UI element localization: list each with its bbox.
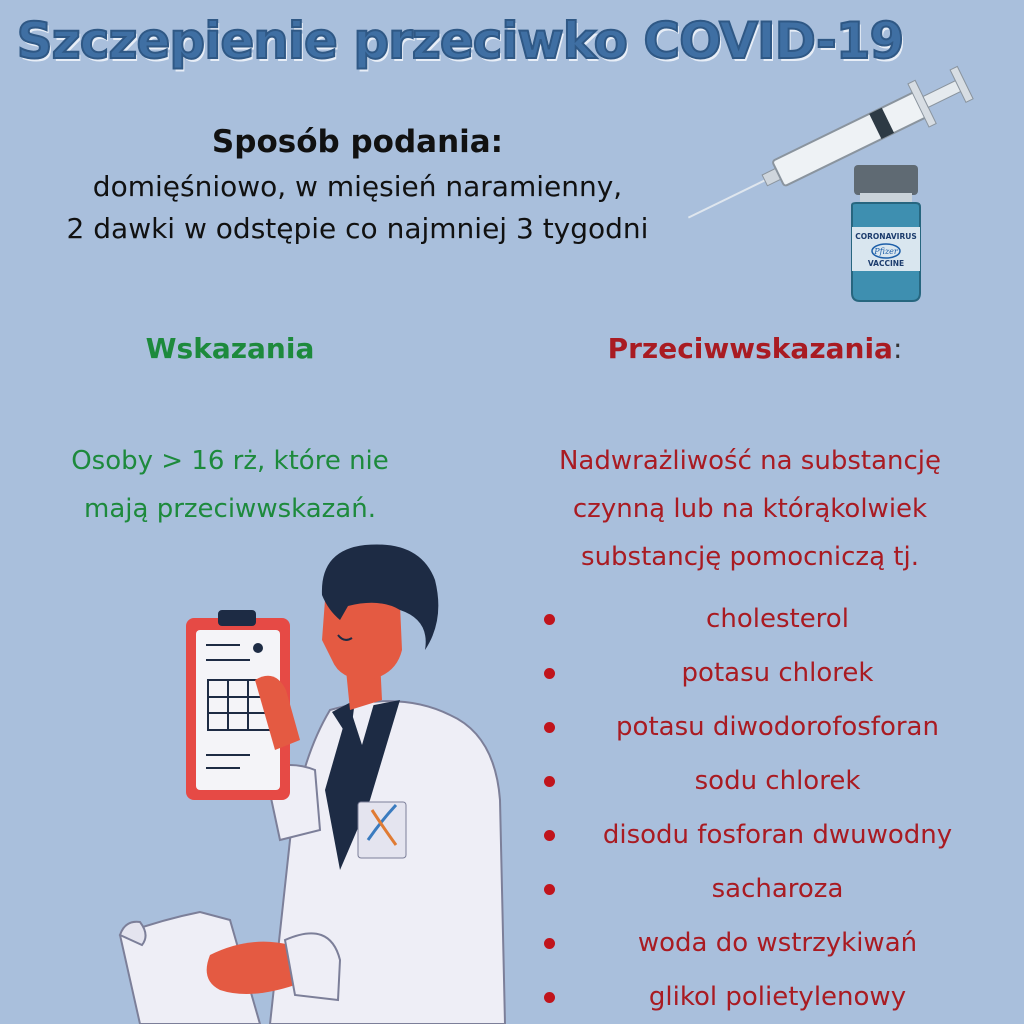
list-item xyxy=(530,700,1000,754)
doctor-illustration xyxy=(100,540,510,1024)
list-item xyxy=(530,862,1000,916)
indications-title: Wskazania xyxy=(145,332,315,365)
list-item xyxy=(530,754,1000,808)
administration-line-2: 2 dawki w odstępie co najmniej 3 tygodni xyxy=(66,212,649,245)
vial-brand-logo: Pfizer xyxy=(874,247,898,256)
contraindications-colon: : xyxy=(892,332,903,365)
bullet-icon xyxy=(544,776,555,787)
bullet-icon xyxy=(544,668,555,679)
list-item-label: potasu diwodorofosforan xyxy=(616,712,939,742)
contraindications-text xyxy=(500,437,1000,581)
syringe-illustration xyxy=(650,58,990,228)
vaccine-vial-illustration xyxy=(846,165,926,303)
list-item-label: sacharoza xyxy=(711,874,844,904)
contraindications-line: czynną lub na którąkolwiek xyxy=(572,494,928,524)
vial-label-vaccine: VACCINE xyxy=(867,259,905,268)
administration-section xyxy=(0,118,715,250)
list-item xyxy=(530,592,1000,646)
contraindications-line: substancję pomocniczą tj. xyxy=(581,542,919,572)
list-item-label: potasu chlorek xyxy=(681,658,874,688)
list-item-label: woda do wstrzykiwań xyxy=(637,928,918,958)
list-item-label: cholesterol xyxy=(706,604,849,634)
list-item-label: sodu chlorek xyxy=(694,766,861,796)
bullet-icon xyxy=(544,830,555,841)
bullet-icon xyxy=(544,884,555,895)
list-item-label: glikol polietylenowy xyxy=(648,982,907,1012)
list-item-label: disodu fosforan dwuwodny xyxy=(602,820,953,850)
indications-text xyxy=(30,437,430,533)
list-item xyxy=(530,916,1000,970)
indications-line: mają przeciwwskazań. xyxy=(84,494,376,524)
bullet-icon xyxy=(544,722,555,733)
administration-heading: Sposób podania: xyxy=(211,124,504,160)
administration-line-1: domięśniowo, w mięsień naramienny, xyxy=(92,170,623,203)
contraindications-title: Przeciwwskazania xyxy=(607,332,893,365)
contraindications-title-wrap xyxy=(500,332,1010,365)
bullet-icon xyxy=(544,992,555,1003)
bullet-icon xyxy=(544,614,555,625)
list-item xyxy=(530,808,1000,862)
excipient-list xyxy=(530,592,1000,1024)
page-title: Szczepienie przeciwko COVID-19 xyxy=(16,12,904,70)
list-item xyxy=(530,970,1000,1024)
contraindications-line: Nadwrażliwość na substancję xyxy=(558,446,941,476)
indications-line: Osoby > 16 rż, które nie xyxy=(71,446,389,476)
list-item xyxy=(530,646,1000,700)
vial-label-coronavirus: CORONAVIRUS xyxy=(855,232,917,241)
bullet-icon xyxy=(544,938,555,949)
